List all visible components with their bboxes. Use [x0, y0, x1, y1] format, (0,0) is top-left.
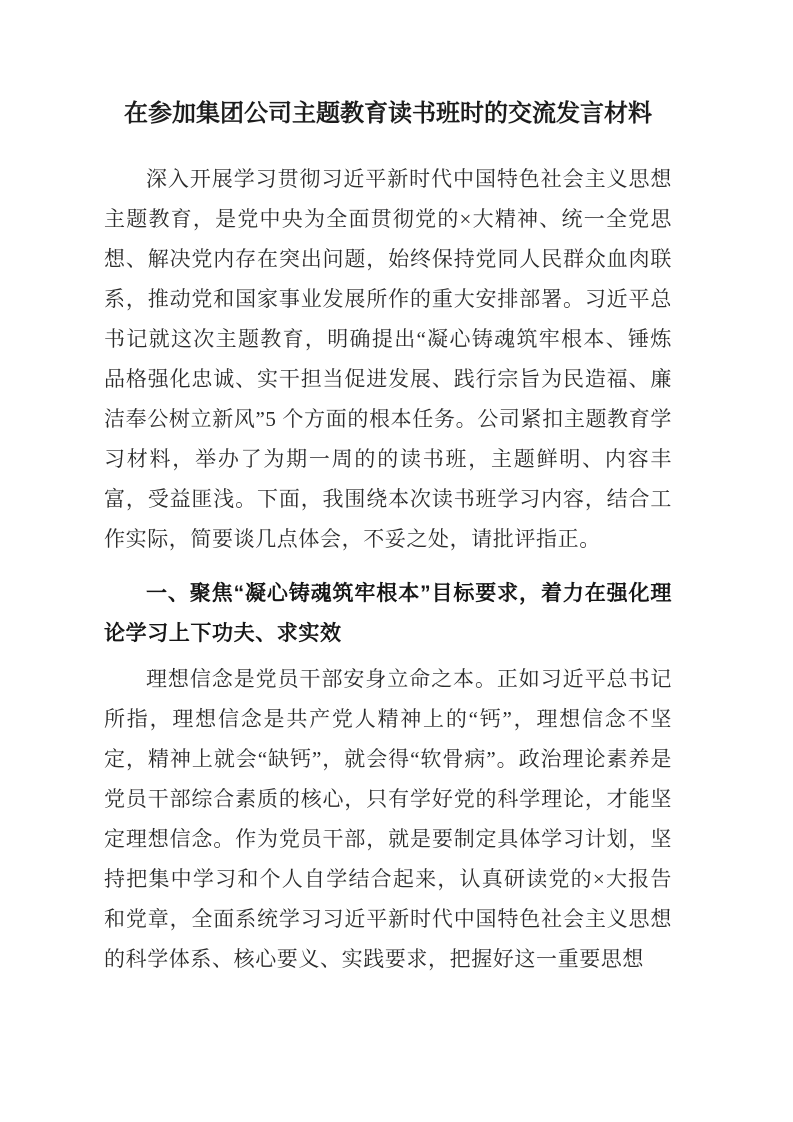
- intro-paragraph: 深入开展学习贯彻习近平新时代中国特色社会主义思想主题教育，是党中央为全面贯彻党的×大精神、统一全党思想、解决党内存在突出问题，始终保持党同人民群众血肉联系，推动党和国家事业发展所作的重大安排部署。习近平总书记就这次主题教育，明确提出“凝心铸魂筑牢根本、锤炼品格强化忠诚、实干担当促进发展、践行宗旨为民造福、廉洁奉公树立新风”5 个方面的根本任务。公司紧扣主题教育学习材料，举办了为期一周的的读书班，主题鲜明、内容丰富，受益匪浅。下面，我围绕本次读书班学习内容，结合工作实际，简要谈几点体会，不妥之处，请批评指正。: [104, 167, 672, 551]
- document-title: 在参加集团公司主题教育读书班时的交流发言材料: [124, 101, 652, 127]
- section-1-heading: 一、聚焦“凝心铸魂筑牢根本”目标要求，着力在强化理论学习上下功夫、求实效: [104, 582, 672, 645]
- section-1-paragraph: 理想信念是党员干部安身立命之本。正如习近平总书记所指，理想信念是共产党人精神上的“钙”，理想信念不坚定，精神上就会“缺钙”，就会得“软骨病”。政治理论素养是党员干部综合素质的核心，只有学好党的科学理论，才能坚定理想信念。作为党员干部，就是要制定具体学习计划，坚持把集中学习和个人自学结合起来，认真研读党的×大报告和党章，全面系统学习习近平新时代中国特色社会主义思想的科学体系、核心要义、实践要求，把握好这一重要思想: [104, 667, 672, 971]
